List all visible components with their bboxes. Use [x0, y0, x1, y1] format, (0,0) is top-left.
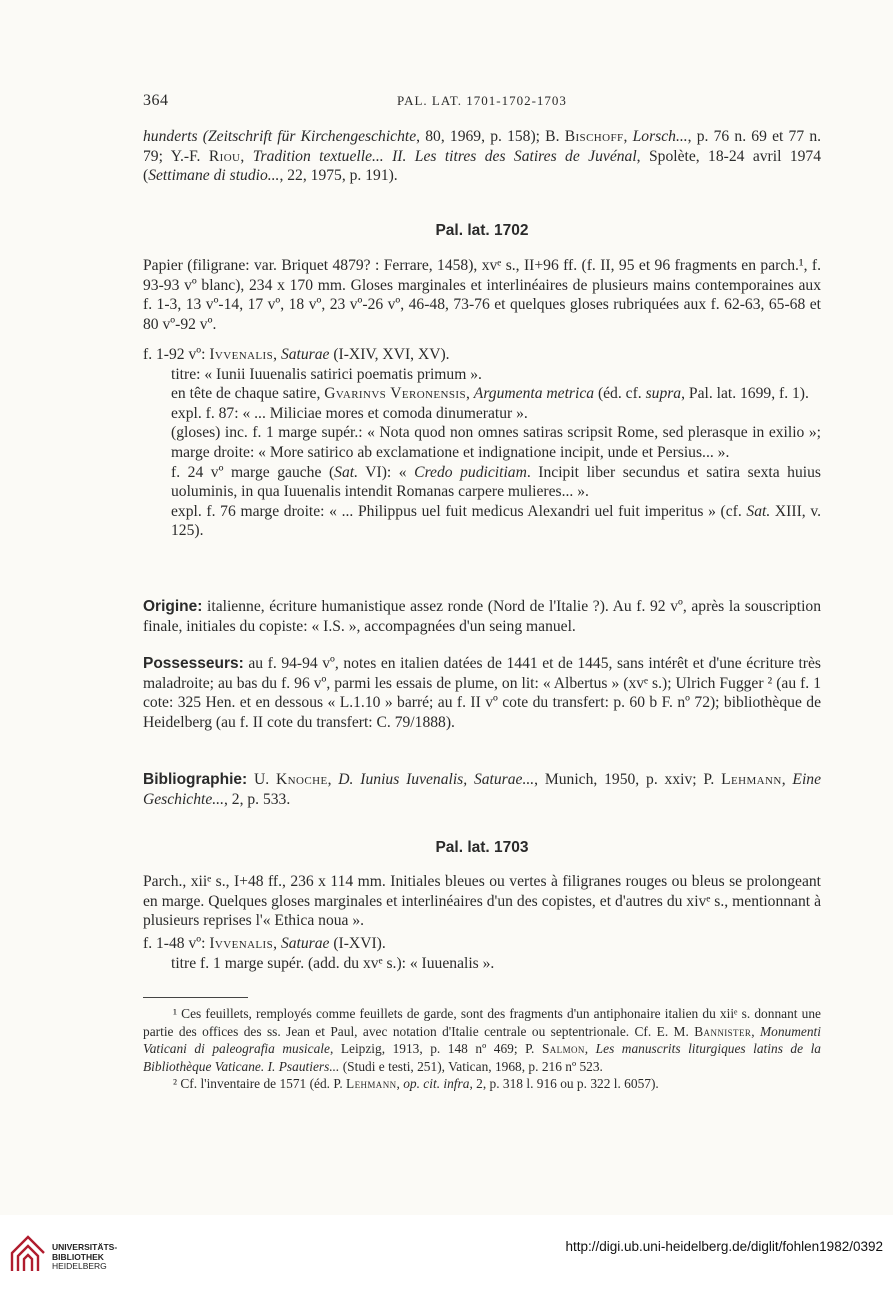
- content-work: Saturae: [280, 935, 330, 952]
- text-run: Settimane di studio...: [148, 167, 280, 185]
- pal1702-possesseurs: [143, 654, 821, 732]
- text-run: Lehmann: [721, 771, 782, 788]
- text-run: Monumenti Vaticani di paleografia musicale: [143, 1023, 821, 1056]
- permalink-url[interactable]: http://digi.ub.uni-heidelberg.de/diglit/fohlen1982/0392: [565, 1239, 883, 1254]
- logo-text: [52, 1243, 117, 1272]
- heading-pal-lat-1703: Pal. lat. 1703: [435, 839, 529, 856]
- text-run: Sat.: [746, 502, 771, 520]
- text-run: D. Iunius Iuvenalis, Saturae...: [338, 771, 535, 788]
- logo-line-2: BIBLIOTHEK: [52, 1251, 104, 1262]
- digitization-footer: [0, 1215, 893, 1293]
- text-run: Riou: [208, 147, 241, 165]
- text-run: ,: [781, 771, 793, 788]
- pal1702-bibliographie: [143, 770, 821, 809]
- heading-pal-lat-1702: Pal. lat. 1702: [435, 222, 529, 239]
- pal1702-origine: [143, 597, 821, 636]
- text-run: , p. 76 n. 69 et 77 n. 79; Y.-F.: [143, 128, 822, 165]
- university-library-logo-icon[interactable]: [8, 1233, 50, 1275]
- text-run: Eine Geschichte...: [143, 771, 821, 808]
- text-run: (éd. cf.: [594, 385, 646, 403]
- text-run: , Spolète, 18-24 avril 1974 (: [143, 147, 822, 185]
- footnotes: [143, 1005, 821, 1093]
- content-folio: f. 1-92 vº:: [143, 346, 210, 363]
- content-author: Ivvenalis: [209, 935, 274, 952]
- page-number: 364: [143, 92, 169, 109]
- text-run: Bischoff: [564, 128, 624, 145]
- possesseurs-text: au f. 94-94 vº, notes en italien datées de 1441 et de 1445, sans intérêt et d'une écriture très maladroite; au bas du f. 96 vº, parmi les essais de plume, on lit: « Albertus » (xvᵉ s.); Ulrich Fugger ² (au f. 1 cote: 325 Hen. et en dessous « L.1.10 » barré; au f. II vº cote du transfert: p. 60 b F. nº 72); bibliothèque de Heidelberg (au f. II cote du transfert: C. 79/1888).: [143, 655, 821, 731]
- pal1702-description: [143, 256, 821, 334]
- text-run: Credo pudicitiam: [414, 463, 527, 481]
- logo-line-1: UNIVERSITÄTS-: [52, 1242, 118, 1252]
- text-run: ,: [584, 1041, 596, 1056]
- text-run: ,: [396, 1076, 404, 1091]
- origine-label: Origine:: [143, 598, 203, 615]
- text-run: Sat.: [334, 463, 358, 481]
- text-run: Salmon: [541, 1041, 585, 1056]
- possesseurs-label: Possesseurs:: [143, 655, 244, 672]
- text-run: Argumenta metrica: [473, 385, 595, 403]
- logo-line-3: HEIDELBERG: [52, 1261, 107, 1271]
- text-run: expl. f. 76 marge droite: « ... Philippus uel fuit medicus Alexandri uel fuit imperitus » (cf.: [171, 502, 747, 520]
- text-run: . Incipit liber secundus et satira sexta huius uoluminis, in qua Iuuenalis intendit Romanas carpere mulieres... ».: [171, 463, 821, 501]
- intro-paragraph: [143, 127, 821, 186]
- text-run: Lehmann: [346, 1076, 397, 1091]
- running-title: PAL. LAT. 1701-1702-1703: [397, 93, 567, 108]
- pal1703-description-text: Parch., xiiᵉ s., I+48 ff., 236 x 114 mm. Initiales bleues ou vertes à filigranes rouges ou bleus se prolongeant en marge. Quelques gloses marginales et interlinéaires d'un des copistes, et d'autres du xivᵉ s., mentionnant à plusieurs reprises l'« Ethica noua ».: [143, 873, 821, 930]
- origine-text: italienne, écriture humanistique assez ronde (Nord de l'Italie ?). Au f. 92 vº, après la souscription finale, initiales du copiste: « I.S. », accompagnées d'un seing manuel.: [143, 598, 821, 635]
- text-run: ,: [240, 147, 253, 165]
- text-run: , 22, 1975, p. 191).: [279, 167, 398, 185]
- text-run: Knoche: [276, 771, 328, 788]
- text-run: XIII, v. 125).: [171, 502, 822, 540]
- pal1702-expl-87: expl. f. 87: « ... Miliciae mores et comoda dinumeratur ».: [171, 404, 528, 422]
- text-run: , 2, p. 533.: [223, 790, 291, 808]
- text-run: f. 24 vº marge gauche (: [171, 463, 335, 481]
- text-run: VI): «: [357, 463, 415, 481]
- text-run: Tradition textuelle... II. Les titres des Satires de Juvénal: [252, 147, 637, 165]
- text-run: supra: [645, 385, 682, 403]
- running-head: [143, 92, 821, 114]
- content-books: (I-XIV, XVI, XV).: [329, 346, 450, 363]
- content-author: Ivvenalis: [209, 346, 274, 363]
- text-run: , 80, 1969, p. 158); B.: [416, 128, 565, 145]
- text-run: , Leipzig, 1913, p. 148 nº 469; P.: [329, 1041, 542, 1056]
- pal1702-content: [143, 345, 821, 541]
- bibliographie-label: Bibliographie:: [143, 771, 248, 788]
- pal1703-content: [143, 934, 821, 973]
- text-run: ,: [623, 128, 633, 145]
- text-run: ² Cf. l'inventaire de 1571 (éd. P.: [173, 1076, 347, 1091]
- content-books: (I-XVI).: [329, 935, 386, 952]
- pal1702-expl-76: [171, 502, 821, 541]
- footnote-rule: [143, 997, 248, 998]
- content-separator: ,: [273, 935, 281, 952]
- content-work: Saturae: [280, 346, 330, 363]
- text-run: ,: [751, 1023, 760, 1039]
- content-folio: f. 1-48 vº:: [143, 935, 210, 952]
- pal1702-gloses: (gloses) inc. f. 1 marge supér.: « Nota quod non omnes satiras scripsit Rome, sed plerasque in exilio »; marge droite: « More satirico ab exclamatione et indignatione incipit, unde et Persius... ».: [171, 424, 821, 461]
- footnote-2: [143, 1075, 821, 1093]
- text-run: op. cit. infra: [403, 1076, 470, 1091]
- text-run: hunderts (: [143, 128, 208, 145]
- text-run: Bannister: [694, 1023, 752, 1039]
- pal1703-content-line: [143, 934, 821, 954]
- pal1702-description-text: Papier (filigrane: var. Briquet 4879? : Ferrare, 1458), xvᵉ s., II+96 ff. (f. II, 95 et 96 fragments en parch.¹, f. 93-93 vº blanc), 234 x 170 mm. Gloses marginales et interlinéaires de plusieurs mains contemporaines aux f. 1-3, 13 vº-14, 17 vº, 18 vº, 23 vº-26 vº, 46-48, 73-76 et quelques gloses rubriquées aux f. 62-63, 65-68 et 80 vº-92 vº.: [143, 257, 821, 333]
- text-run: Zeitschrift für Kirchengeschichte: [207, 128, 417, 145]
- text-run: , 2, p. 318 l. 916 ou p. 322 l. 6057).: [469, 1076, 659, 1091]
- text-run: ,: [327, 771, 339, 788]
- pal1703-titre: titre f. 1 marge supér. (add. du xvᵉ s.): « Iuuenalis ».: [171, 954, 495, 972]
- pal1702-content-line: [143, 345, 821, 365]
- pal1702-entete: [171, 384, 821, 404]
- text-run: Les manuscrits liturgiques latins de la Bibliothèque Vaticane. I. Psautiers...: [143, 1041, 821, 1074]
- pal1702-titre: titre: « Iunii Iuuenalis satirici poematis primum ».: [171, 365, 482, 383]
- content-separator: ,: [273, 346, 281, 363]
- text-run: en tête de chaque satire,: [171, 385, 325, 403]
- text-run: Gvarinvs Veronensis: [324, 385, 466, 403]
- text-run: ¹ Ces feuillets, remployés comme feuillets de garde, sont des fragments d'un antiphonaire italien du xiiᵉ s. donnant une partie des offices des ss. Jean et Paul, avec notation d'Italie centrale ou septentrionale. Cf. E. M.: [143, 1006, 821, 1039]
- text-run: (Studi e testi, 251), Vatican, 1968, p. 216 nº 523.: [339, 1058, 603, 1074]
- pal1703-details: [143, 954, 821, 974]
- intro-text: [143, 127, 821, 186]
- footnote-1: [143, 1005, 821, 1075]
- text-run: Lorsch...: [632, 128, 688, 145]
- pal1702-details: [143, 365, 821, 541]
- text-run: ,: [466, 385, 474, 403]
- text-run: , Munich, 1950, p. xxiv; P.: [534, 771, 722, 788]
- text-run: U.: [247, 771, 277, 788]
- pal1702-f24: [171, 463, 821, 502]
- pal1703-description: [143, 872, 821, 931]
- text-run: , Pal. lat. 1699, f. 1).: [681, 385, 809, 403]
